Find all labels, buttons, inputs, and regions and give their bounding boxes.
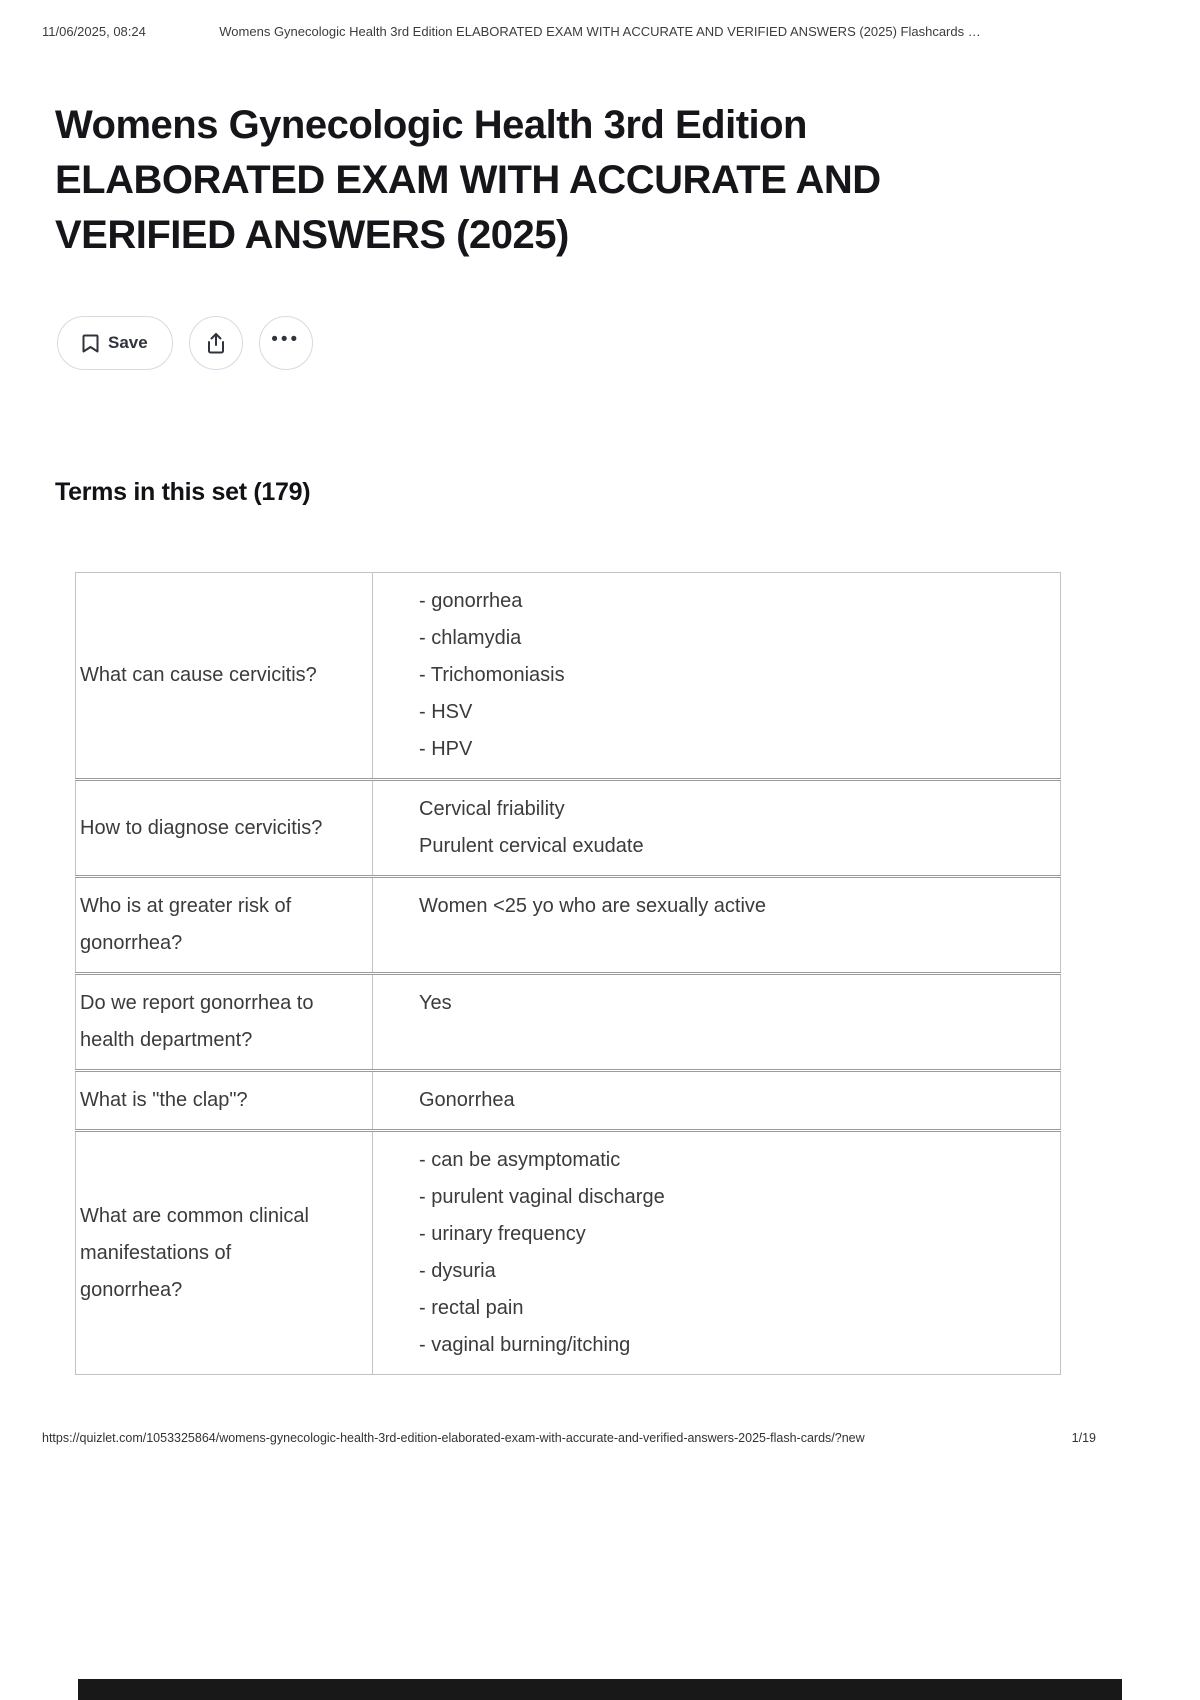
definition-line: Purulent cervical exudate — [419, 835, 644, 857]
definition-line: - gonorrhea — [419, 590, 523, 612]
footer-page-number: 1/19 — [1071, 1431, 1096, 1445]
terms-heading: Terms in this set (179) — [55, 478, 311, 506]
definition-cell — [373, 974, 1061, 1071]
term-cell: What is "the clap"? — [76, 1071, 373, 1131]
table-row — [76, 1131, 1061, 1375]
table-row — [76, 877, 1061, 974]
definition-cell — [373, 877, 1061, 974]
table-row — [76, 573, 1061, 780]
definition-line: - HPV — [419, 738, 473, 760]
terms-table-container — [75, 572, 1061, 1375]
definition-line: - vaginal burning/itching — [419, 1334, 631, 1356]
definition-line: - dysuria — [419, 1260, 496, 1282]
term-cell: How to diagnose cervicitis? — [76, 780, 373, 877]
table-row — [76, 780, 1061, 877]
definition-line: - Trichomoniasis — [419, 664, 565, 686]
definition-cell — [373, 780, 1061, 877]
footer-url: https://quizlet.com/1053325864/womens-gynecologic-health-3rd-edition-elaborated-exam-with-accurate-and-verified-answers-2025-flash-cards/?new — [42, 1431, 865, 1445]
term-cell: Who is at greater risk of gonorrhea? — [76, 877, 373, 974]
table-row — [76, 1071, 1061, 1131]
print-footer — [42, 1431, 1096, 1445]
term-cell: What can cause cervicitis? — [76, 573, 373, 780]
page-title: Womens Gynecologic Health 3rd Edition ELABORATED EXAM WITH ACCURATE AND VERIFIED ANSWERS (2025) — [55, 103, 881, 257]
action-buttons — [57, 316, 313, 370]
print-header — [42, 24, 1158, 44]
definition-line: Cervical friability — [419, 798, 565, 820]
bottom-black-bar — [78, 1679, 1122, 1700]
definition-line: - chlamydia — [419, 627, 522, 649]
share-button[interactable] — [189, 316, 243, 370]
term-cell: Do we report gonorrhea to health department? — [76, 974, 373, 1071]
table-row — [76, 974, 1061, 1071]
definition-line: Women <25 yo who are sexually active — [419, 895, 767, 917]
definition-line: - can be asymptomatic — [419, 1149, 621, 1171]
definition-cell — [373, 573, 1061, 780]
more-ellipsis-icon: ••• — [271, 328, 301, 350]
term-cell: What are common clinical manifestations of gonorrhea? — [76, 1131, 373, 1375]
more-options-button[interactable] — [259, 316, 313, 370]
terms-table — [75, 572, 1061, 1375]
bookmark-icon — [82, 334, 99, 353]
print-datetime: 11/06/2025, 08:24 — [42, 24, 146, 39]
definition-line: Gonorrhea — [419, 1089, 515, 1111]
definition-cell — [373, 1071, 1061, 1131]
definition-line: Yes — [419, 992, 452, 1014]
definition-line: - urinary frequency — [419, 1223, 586, 1245]
save-button[interactable] — [57, 316, 173, 370]
save-button-label: Save — [108, 333, 148, 352]
definition-line: - HSV — [419, 701, 473, 723]
definition-line: - purulent vaginal discharge — [419, 1186, 665, 1208]
definition-cell — [373, 1131, 1061, 1375]
definition-line: - rectal pain — [419, 1297, 524, 1319]
share-upload-icon — [206, 332, 226, 354]
print-doc-title: Womens Gynecologic Health 3rd Edition ELABORATED EXAM WITH ACCURATE AND VERIFIED ANSWERS (2025) Flashcards … — [219, 24, 981, 39]
